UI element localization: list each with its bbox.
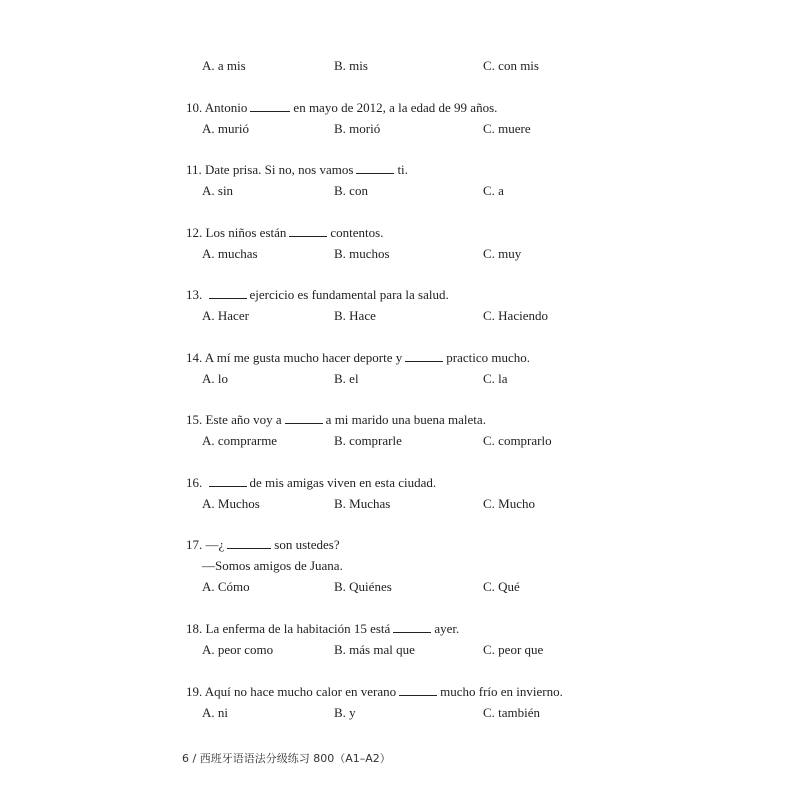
question-text-after: mucho frío en invierno. <box>440 684 563 699</box>
answer-blank[interactable] <box>285 413 323 424</box>
answer-options <box>186 308 746 324</box>
answer-options <box>186 121 746 137</box>
option-a[interactable]: A. muchas <box>202 246 258 261</box>
question-number: 12. <box>186 225 203 240</box>
question-number: 16. <box>186 475 203 490</box>
answer-options <box>186 496 746 512</box>
question-text-after: en mayo de 2012, a la edad de 99 años. <box>293 100 498 115</box>
question-text-after: a mi marido una buena maleta. <box>325 412 486 427</box>
question-item <box>186 162 746 199</box>
question-item <box>186 475 746 512</box>
question-text-after: son ustedes? <box>274 537 340 552</box>
answer-blank[interactable] <box>209 476 247 487</box>
answer-blank[interactable] <box>250 101 290 112</box>
question-text-before: La enferma de la habitación 15 está <box>205 621 391 636</box>
question-stem <box>186 350 746 366</box>
question-item <box>186 684 746 721</box>
question-text-before: A mí me gusta mucho hacer deporte y <box>204 350 403 365</box>
option-a[interactable]: A. peor como <box>202 642 274 657</box>
answer-blank[interactable] <box>405 351 443 362</box>
option-a[interactable]: A. a mis <box>202 58 246 73</box>
question-text-after: contentos. <box>330 225 384 240</box>
question-number: 15. <box>186 412 203 427</box>
question-text-before: —¿ <box>205 537 225 552</box>
answer-options <box>186 579 746 595</box>
page-footer: 6 / 西班牙语语法分级练习 800（A1–A2） <box>182 752 391 765</box>
question-item <box>186 100 746 137</box>
question-text-after: practico mucho. <box>446 350 531 365</box>
answer-blank[interactable] <box>399 685 437 696</box>
option-c[interactable]: C. a <box>483 183 504 198</box>
question-stem <box>186 412 746 428</box>
option-b[interactable]: B. el <box>334 371 359 386</box>
question-item <box>186 621 746 658</box>
answer-blank[interactable] <box>289 226 327 237</box>
option-a[interactable]: A. Cómo <box>202 579 250 594</box>
option-c[interactable]: C. muy <box>483 246 522 261</box>
question-text-after: ayer. <box>434 621 460 636</box>
answer-blank[interactable] <box>209 288 247 299</box>
question-stem <box>186 225 746 241</box>
question-text-before: Aquí no hace mucho calor en verano <box>204 684 397 699</box>
question-item <box>186 58 746 74</box>
question-number: 10. <box>186 100 203 115</box>
answer-options <box>186 642 746 658</box>
question-text-after: de mis amigas viven en esta ciudad. <box>249 475 437 490</box>
answer-options <box>186 58 746 74</box>
option-c[interactable]: C. muere <box>483 121 531 136</box>
option-a[interactable]: A. ni <box>202 705 228 720</box>
option-a[interactable]: A. Muchos <box>202 496 260 511</box>
option-b[interactable]: B. y <box>334 705 356 720</box>
question-stem <box>186 162 746 178</box>
question-number: 19. <box>186 684 203 699</box>
answer-options <box>186 246 746 262</box>
option-b[interactable]: B. muchos <box>334 246 390 261</box>
option-c[interactable]: C. comprarlo <box>483 433 552 448</box>
question-item <box>186 412 746 449</box>
answer-options <box>186 705 746 721</box>
question-item <box>186 537 746 595</box>
question-stem <box>186 100 746 116</box>
option-c[interactable]: C. con mis <box>483 58 539 73</box>
option-b[interactable]: B. más mal que <box>334 642 415 657</box>
question-text-before: Los niños están <box>205 225 287 240</box>
question-stem <box>186 621 746 637</box>
option-b[interactable]: B. Quiénes <box>334 579 392 594</box>
question-item <box>186 287 746 324</box>
question-text-after: ti. <box>397 162 408 177</box>
option-c[interactable]: C. peor que <box>483 642 544 657</box>
question-stem <box>186 684 746 700</box>
option-c[interactable]: C. Mucho <box>483 496 535 511</box>
option-a[interactable]: A. lo <box>202 371 228 386</box>
option-b[interactable]: B. con <box>334 183 368 198</box>
option-b[interactable]: B. Muchas <box>334 496 391 511</box>
option-a[interactable]: A. Hacer <box>202 308 249 323</box>
question-text-before: Date prisa. Si no, nos vamos <box>205 162 354 177</box>
answer-blank[interactable] <box>356 163 394 174</box>
question-stem <box>186 287 746 303</box>
option-c[interactable]: C. Qué <box>483 579 520 594</box>
question-number: 18. <box>186 621 203 636</box>
answer-blank[interactable] <box>227 538 271 549</box>
question-number: 13. <box>186 287 203 302</box>
option-c[interactable]: C. la <box>483 371 508 386</box>
option-a[interactable]: A. sin <box>202 183 234 198</box>
dialogue-reply: —Somos amigos de Juana. <box>202 558 343 573</box>
answer-options <box>186 371 746 387</box>
question-text-before: Este año voy a <box>205 412 282 427</box>
option-b[interactable]: B. comprarle <box>334 433 402 448</box>
question-item <box>186 225 746 262</box>
question-number: 17. <box>186 537 203 552</box>
question-number: 14. <box>186 350 203 365</box>
option-b[interactable]: B. mis <box>334 58 368 73</box>
option-b[interactable]: B. morió <box>334 121 381 136</box>
option-a[interactable]: A. murió <box>202 121 249 136</box>
question-stem <box>186 475 746 491</box>
option-c[interactable]: C. también <box>483 705 541 720</box>
question-number: 11. <box>186 162 202 177</box>
answer-options <box>186 183 746 199</box>
option-b[interactable]: B. Hace <box>334 308 376 323</box>
option-c[interactable]: C. Haciendo <box>483 308 548 323</box>
question-text-before: Antonio <box>204 100 248 115</box>
option-a[interactable]: A. comprarme <box>202 433 278 448</box>
question-stem <box>186 537 746 553</box>
question-text-after: ejercicio es fundamental para la salud. <box>249 287 449 302</box>
answer-blank[interactable] <box>393 622 431 633</box>
question-item <box>186 350 746 387</box>
answer-options <box>186 433 746 449</box>
